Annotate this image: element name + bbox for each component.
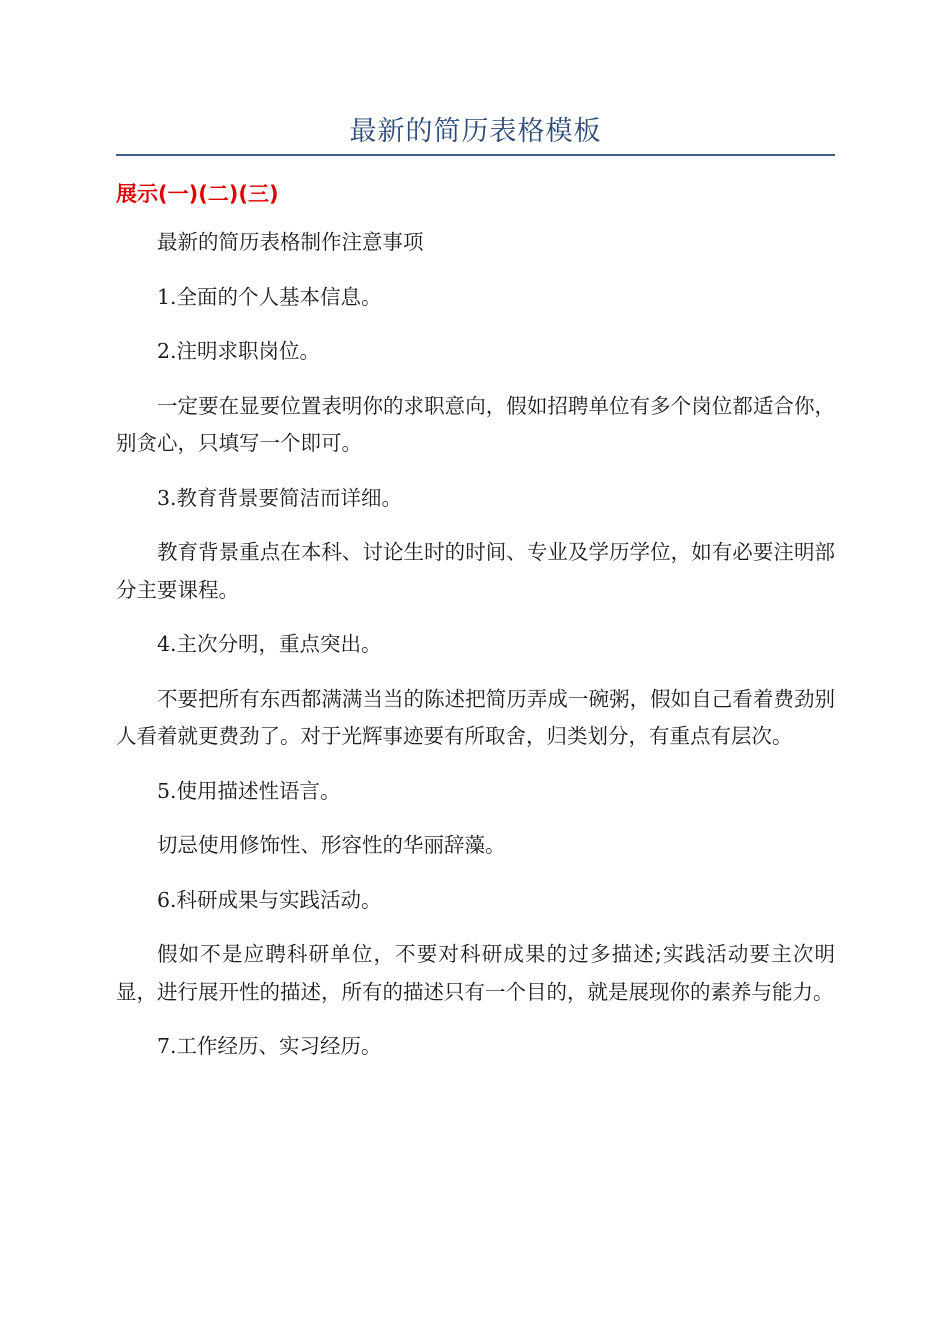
paragraph-intro: 最新的简历表格制作注意事项 xyxy=(157,230,424,254)
paragraph-item-6-detail: 假如不是应聘科研单位，不要对科研成果的过多描述;实践活动要主次明显，进行展开性的描述，所有的描述只有一个目的，就是展现你的素养与能力。 xyxy=(116,942,835,1004)
section-heading: 展示(一)(二)(三) xyxy=(116,182,279,206)
paragraph-item-3-detail: 教育背景重点在本科、讨论生时的时间、专业及学历学位，如有必要注明部分主要课程。 xyxy=(116,540,835,602)
paragraph-item-1: 1.全面的个人基本信息。 xyxy=(157,284,382,309)
paragraph-item-6: 6.科研成果与实践活动。 xyxy=(157,887,382,912)
document-title: 最新的简历表格模板 xyxy=(349,116,602,147)
paragraph-item-7: 7.工作经历、实习经历。 xyxy=(157,1034,382,1058)
paragraph-item-2: 2.注明求职岗位。 xyxy=(157,339,321,363)
title-underline xyxy=(116,154,835,156)
paragraph-item-3: 3.教育背景要简洁而详细。 xyxy=(157,485,403,510)
paragraph-item-5: 5.使用描述性语言。 xyxy=(157,778,341,803)
paragraph-item-2-detail: 一定要在显要位置表明你的求职意向，假如招聘单位有多个岗位都适合你，别贪心，只填写一个即可。 xyxy=(116,393,835,455)
paragraph-item-4: 4.主次分明，重点突出。 xyxy=(157,632,382,656)
paragraph-item-5-detail: 切忌使用修饰性、形容性的华丽辞藻。 xyxy=(157,833,506,857)
paragraph-item-4-detail: 不要把所有东西都满满当当的陈述把简历弄成一碗粥，假如自己看着费劲别人看着就更费劲了。对于光辉事迹要有所取舍，归类划分，有重点有层次。 xyxy=(116,686,835,748)
body-text xyxy=(116,224,835,1083)
